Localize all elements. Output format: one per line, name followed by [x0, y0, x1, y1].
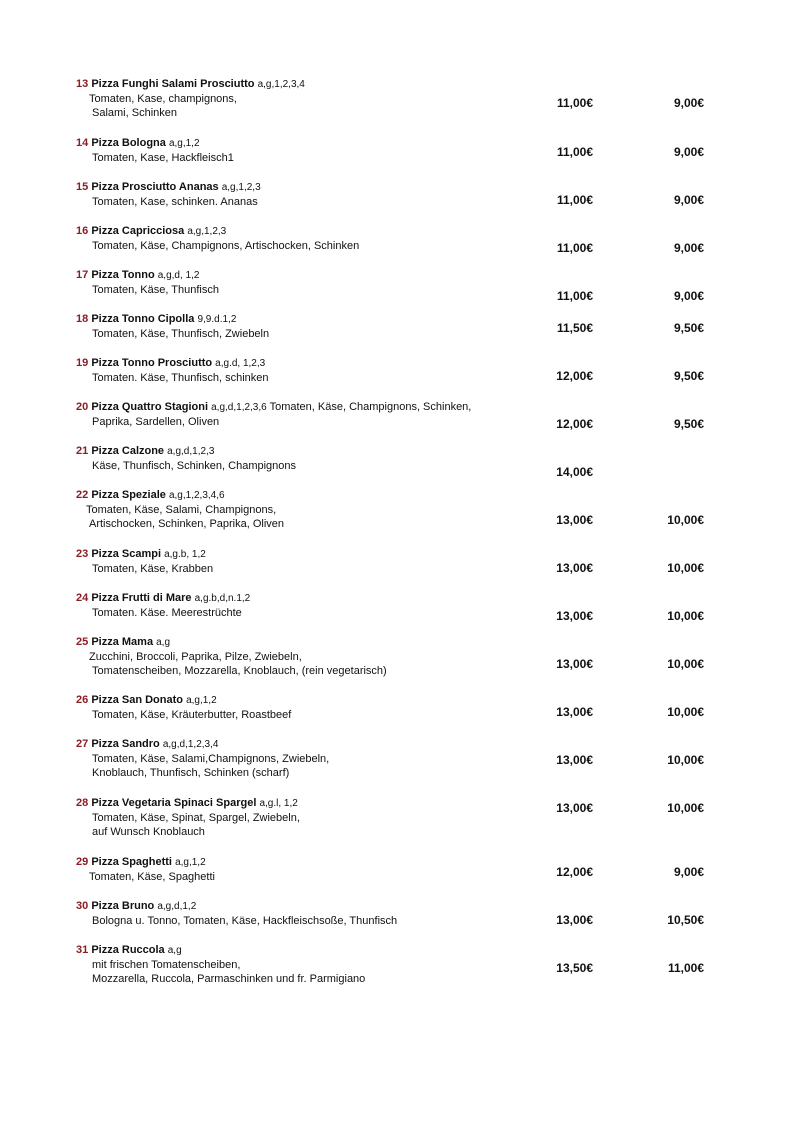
- item-heading: [76, 224, 226, 239]
- item-number: 29: [76, 856, 89, 868]
- item-number: 24: [76, 592, 89, 604]
- price-small: 9,50€: [673, 321, 704, 335]
- item-allergen-codes: a,g,d,1,2,3: [167, 446, 215, 457]
- item-number: 27: [76, 738, 89, 750]
- price-large: 12,00€: [556, 369, 593, 383]
- item-description-line: Tomaten, Kase, schinken. Ananas: [92, 196, 258, 208]
- item-heading: [76, 547, 206, 562]
- item-number: 15: [76, 181, 89, 193]
- item-description-line: auf Wunsch Knoblauch: [92, 826, 205, 838]
- item-heading: [76, 635, 170, 650]
- price-large: 13,00€: [556, 705, 593, 719]
- item-heading: [76, 591, 250, 606]
- item-allergen-codes: a,g,1,2: [186, 695, 217, 706]
- item-description-line: Salami, Schinken: [92, 107, 177, 119]
- item-heading: [76, 488, 225, 503]
- price-small: 10,00€: [667, 609, 704, 623]
- item-description-line: Tomaten, Käse, Spinat, Spargel, Zwiebeln,: [92, 812, 300, 824]
- item-number: 26: [76, 694, 89, 706]
- price-large: 13,00€: [556, 561, 593, 575]
- item-description-inline: Tomaten, Käse, Champignons, Schinken,: [269, 401, 472, 413]
- item-heading: [76, 77, 305, 92]
- item-name: Pizza Bologna: [91, 137, 166, 149]
- item-description-line: Tomaten, Käse, Thunfisch, Zwiebeln: [92, 328, 270, 340]
- item-heading: [76, 737, 218, 752]
- item-allergen-codes: a,g,1,2: [175, 857, 206, 868]
- item-description-line: Tomaten, Kase, champignons,: [89, 93, 237, 105]
- item-heading: [76, 136, 200, 151]
- price-small: 9,50€: [673, 369, 704, 383]
- item-description-line: Mozzarella, Ruccola, Parmaschinken und fr. Parmigiano: [92, 973, 366, 985]
- price-large: 13,00€: [556, 657, 593, 671]
- price-large: 11,00€: [556, 241, 593, 255]
- item-allergen-codes: a,g,1,2,3,4,6: [168, 490, 225, 501]
- price-small: 9,00€: [673, 96, 704, 110]
- price-small: 9,00€: [673, 241, 704, 255]
- price-small: 9,00€: [673, 289, 704, 303]
- item-number: 31: [76, 944, 89, 956]
- item-heading: [76, 693, 217, 708]
- item-number: 19: [76, 357, 89, 369]
- item-name: Pizza Quattro Stagioni: [91, 401, 209, 413]
- item-heading: [76, 899, 196, 914]
- item-allergen-codes: a,g,d,1,2,3,4: [162, 739, 219, 750]
- price-small: 10,00€: [667, 753, 704, 767]
- item-number: 30: [76, 900, 89, 912]
- item-allergen-codes: a,g.d, 1,2,3: [215, 358, 266, 369]
- item-description-line: Tomaten, Käse, Salami,Champignons, Zwiebeln,: [92, 753, 330, 765]
- item-name: Pizza Funghi Salami Prosciutto: [91, 78, 255, 90]
- item-number: 21: [76, 445, 89, 457]
- price-small: 9,00€: [673, 193, 704, 207]
- price-small: 9,50€: [673, 417, 704, 431]
- item-allergen-codes: a,g,1,2: [168, 138, 200, 149]
- item-description-line: Tomaten, Käse, Krabben: [92, 563, 214, 575]
- item-name: Pizza Sandro: [91, 738, 160, 750]
- item-number: 13: [76, 78, 89, 90]
- item-name: Pizza Spaghetti: [91, 856, 172, 868]
- item-allergen-codes: a,g,1,2,3,4: [257, 79, 305, 90]
- item-heading: [76, 180, 261, 195]
- item-description-line: Tomaten. Käse. Meerestrüchte: [92, 607, 242, 619]
- item-description-line: Bologna u. Tonno, Tomaten, Käse, Hackfleischsoße, Thunfisch: [92, 915, 398, 927]
- item-description-line: Tomaten, Käse, Spaghetti: [89, 871, 215, 883]
- item-allergen-codes: a,g.l, 1,2: [259, 798, 298, 809]
- item-allergen-codes: 9,9.d.1,2: [197, 314, 237, 325]
- item-name: Pizza Ruccola: [91, 944, 165, 956]
- item-name: Pizza Calzone: [91, 445, 165, 457]
- item-number: 22: [76, 489, 89, 501]
- price-large: 11,00€: [556, 289, 593, 303]
- price-large: 13,00€: [556, 801, 593, 815]
- item-allergen-codes: a,g: [156, 637, 171, 648]
- price-small: 10,00€: [667, 513, 704, 527]
- item-allergen-codes: a,g: [167, 945, 182, 956]
- item-name: Pizza Bruno: [91, 900, 155, 912]
- item-number: 14: [76, 137, 89, 149]
- item-allergen-codes: a,g,d,1,2,3,6: [211, 402, 267, 413]
- item-number: 16: [76, 225, 89, 237]
- item-description-line: Tomaten, Kase, Hackfleisch1: [92, 152, 234, 164]
- item-description-line: Tomatenscheiben, Mozzarella, Knoblauch, (rein vegetarisch): [92, 665, 387, 677]
- price-large: 13,00€: [556, 753, 593, 767]
- item-description-line: Käse, Thunfisch, Schinken, Champignons: [92, 460, 297, 472]
- price-small: 9,00€: [673, 145, 704, 159]
- item-heading: [76, 943, 182, 958]
- item-name: Pizza Scampi: [91, 548, 162, 560]
- item-allergen-codes: a,g.b,d,n.1,2: [194, 593, 251, 604]
- price-large: 13,50€: [556, 961, 593, 975]
- item-description-line: Tomaten, Käse, Champignons, Artischocken, Schinken: [92, 240, 360, 252]
- item-description-line: mit frischen Tomatenscheiben,: [92, 959, 241, 971]
- item-heading: [76, 268, 199, 283]
- item-number: 18: [76, 313, 89, 325]
- item-description-line: Paprika, Sardellen, Oliven: [92, 416, 220, 428]
- item-name: Pizza Prosciutto Ananas: [91, 181, 219, 193]
- item-name: Pizza Tonno: [91, 269, 155, 281]
- price-large: 11,00€: [556, 145, 593, 159]
- price-small: 10,00€: [667, 705, 704, 719]
- price-large: 14,00€: [556, 465, 593, 479]
- item-description-line: Tomaten, Käse, Salami, Champignons,: [86, 504, 277, 516]
- price-large: 13,00€: [556, 609, 593, 623]
- price-large: 13,00€: [556, 913, 593, 927]
- item-allergen-codes: a,g,d, 1,2: [157, 270, 200, 281]
- item-name: Pizza Speziale: [91, 489, 166, 501]
- item-name: Pizza Capricciosa: [91, 225, 185, 237]
- price-large: 13,00€: [556, 513, 593, 527]
- item-name: Pizza Vegetaria Spinaci Spargel: [91, 797, 257, 809]
- price-large: 11,00€: [556, 193, 593, 207]
- price-small: 10,00€: [667, 801, 704, 815]
- item-allergen-codes: a,g,1,2,3: [187, 226, 227, 237]
- item-allergen-codes: a,g,1,2,3: [221, 182, 261, 193]
- item-description-line: Zucchini, Broccoli, Paprika, Pilze, Zwiebeln,: [89, 651, 302, 663]
- price-large: 11,50€: [556, 321, 593, 335]
- item-allergen-codes: a,g.b, 1,2: [164, 549, 206, 560]
- item-number: 17: [76, 269, 89, 281]
- price-small: 10,50€: [667, 913, 704, 927]
- item-description-line: Tomaten, Käse, Kräuterbutter, Roastbeef: [92, 709, 292, 721]
- item-heading: [76, 796, 298, 811]
- item-heading: [76, 400, 471, 415]
- item-allergen-codes: a,g,d,1,2: [157, 901, 197, 912]
- item-description-line: Tomaten. Käse, Thunfisch, schinken: [92, 372, 269, 384]
- item-number: 25: [76, 636, 89, 648]
- price-small: 11,00€: [667, 961, 704, 975]
- price-large: 12,00€: [556, 865, 593, 879]
- item-name: Pizza Tonno Prosciutto: [91, 357, 213, 369]
- price-large: 11,00€: [556, 96, 593, 110]
- item-number: 28: [76, 797, 89, 809]
- item-heading: [76, 356, 265, 371]
- item-name: Pizza San Donato: [91, 694, 183, 706]
- item-number: 23: [76, 548, 89, 560]
- price-small: 9,00€: [673, 865, 704, 879]
- item-description-line: Artischocken, Schinken, Paprika, Oliven: [89, 518, 285, 530]
- item-heading: [76, 855, 206, 870]
- item-name: Pizza Mama: [91, 636, 154, 648]
- item-number: 20: [76, 401, 89, 413]
- price-small: 10,00€: [667, 561, 704, 575]
- item-description-line: Knoblauch, Thunfisch, Schinken (scharf): [92, 767, 290, 779]
- item-name: Pizza Frutti di Mare: [91, 592, 192, 604]
- item-heading: [76, 312, 236, 327]
- price-large: 12,00€: [556, 417, 593, 431]
- item-heading: [76, 444, 214, 459]
- item-description-line: Tomaten, Käse, Thunfisch: [92, 284, 219, 296]
- price-small: 10,00€: [667, 657, 704, 671]
- item-name: Pizza Tonno Cipolla: [91, 313, 195, 325]
